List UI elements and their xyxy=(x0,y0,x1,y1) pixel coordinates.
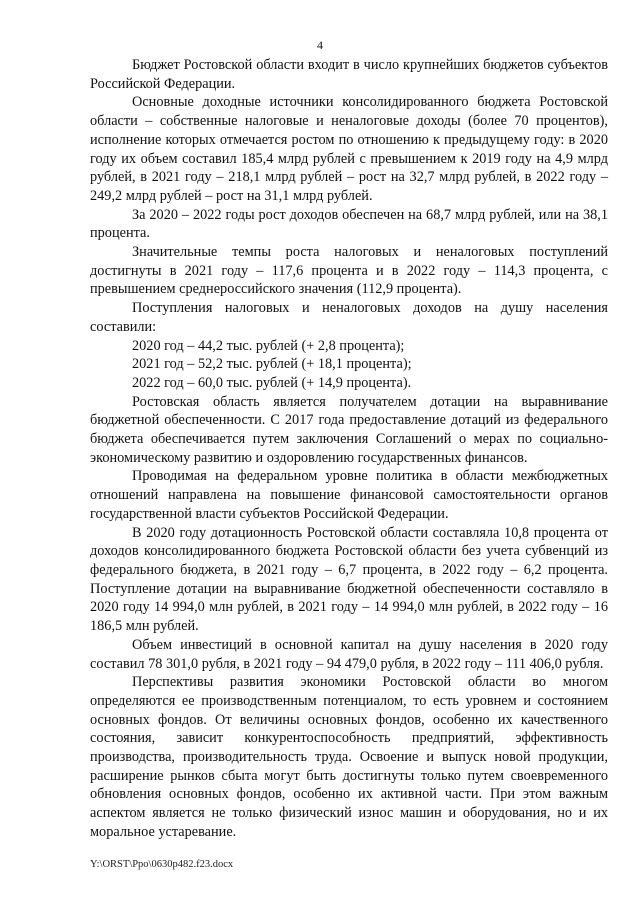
page-number: 4 xyxy=(317,38,323,52)
paragraph-revenue-sources: Основные доходные источники консолидированного бюджета Ростовской области – собственные налоговые и неналоговые доходы (более 70 процентов), исполнение которых отмечается ростом по отношению к предыдущему году: в 2020 году их объем составил 185,4 млрд рублей с превышением к 2019 году на 4,9 млрд рублей, в 2021 году – 218,1 млрд рублей – рост на 32,7 млрд рублей, в 2022 году – 249,2 млрд рублей – рост на 31,1 млрд рублей. xyxy=(90,94,608,204)
file-path-footer: Y:\ORST\Ppo\0630p482.f23.docx xyxy=(90,859,234,870)
paragraph-budget-rank: Бюджет Ростовской области входит в число крупнейших бюджетов субъектов Российской Федерации. xyxy=(90,57,608,92)
list-item-2021: 2021 год – 52,2 тыс. рублей (+ 18,1 процента); xyxy=(132,356,412,373)
paragraph-subsidy-dependence: В 2020 году дотационность Ростовской области составляла 10,8 процента от доходов консолидированного бюджета Ростовской области без учета субвенций из федерального бюджета, в 2021 году – 6,7 процента, в 2022 году – 6,2 процента. Поступление дотации на выравнивание бюджетной обеспеченности составляло в 2020 году 14 994,0 млн рублей, в 2021 году – 14 994,0 млн рублей, в 2022 году – 16 186,5 млн рублей. xyxy=(90,524,608,635)
paragraph-federal-policy: Проводимая на федеральном уровне политика в области межбюджетных отношений направлена на повышение финансовой самостоятельности органов государственной власти субъектов Российской Федерации. xyxy=(90,468,608,522)
paragraph-equalization-grant: Ростовская область является получателем дотации на выравнивание бюджетной обеспеченности. С 2017 года предоставление дотаций из федерального бюджета обеспечивается путем заключения Соглашений о мерах по социально-экономическому развитию и оздоровлению государственных финансов. xyxy=(90,393,608,466)
paragraph-revenue-growth: За 2020 – 2022 годы рост доходов обеспечен на 68,7 млрд рублей, или на 38,1 процента. xyxy=(90,206,608,242)
paragraph-fixed-assets: Перспективы развития экономики Ростовской области во многом определяются ее производственным потенциалом, то есть уровнем и состоянием основных фондов. От величины основных фондов, особенно их качественного состояния, зависит конкурентоспособность предприятий, эффективность производства, производительность труда. Освоение и выпуск новой продукции, расширение рынков сбыта могут быть достигнуты только путем своевременного обновления основных фондов, особенно их активной части. При этом важным аспектом является не только физический износ машин и оборудования, но и их моральное устаревание. xyxy=(90,674,608,840)
document-body xyxy=(90,56,608,842)
list-item-2020: 2020 год – 44,2 тыс. рублей (+ 2,8 процента); xyxy=(132,337,405,354)
paragraph-growth-rates: Значительные темпы роста налоговых и неналоговых поступлений достигнуты в 2021 году – 117,6 процента и в 2022 году – 114,3 процента, с превышением среднероссийского значения (112,9 процента). xyxy=(90,244,608,298)
list-item-2022: 2022 год – 60,0 тыс. рублей (+ 14,9 процента). xyxy=(132,374,412,391)
paragraph-per-capita-intro: Поступления налоговых и неналоговых доходов на душу населения составили: xyxy=(90,300,608,335)
paragraph-investment: Объем инвестиций в основной капитал на душу населения в 2020 году составил 78 301,0 рубля, в 2021 году – 94 479,0 рубля, в 2022 году – 111 406,0 рубля. xyxy=(90,636,608,672)
